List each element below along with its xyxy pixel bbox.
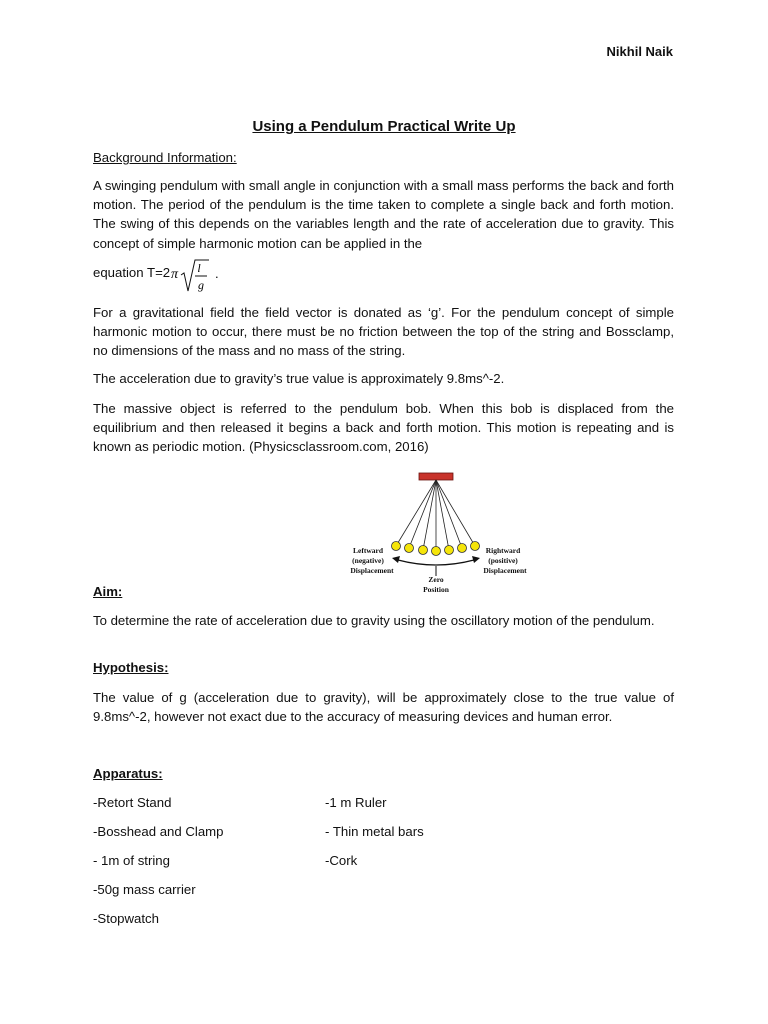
zero-position-label: Position: [423, 585, 449, 594]
background-paragraph-1: A swinging pendulum with small angle in conjunction with a small mass performs the back and forth motion. The period of the pendulum is the time taken to complete a single back and forth motion. The swing of this depends on the variables length and the rate of acceleration due to gravity. This concept of simple harmonic motion can be applied in the: [93, 178, 674, 251]
pendulum-bob: [392, 542, 401, 551]
aim-heading: Aim:: [93, 584, 123, 599]
pendulum-support: [419, 473, 453, 480]
background-paragraph-2: For a gravitational field the field vector is donated as ‘g’. For the pendulum concept of simple harmonic motion to occur, there must be no friction between the top of the string and Bossclamp, no dimensions of the mass and no mass of the string.: [93, 305, 674, 359]
apparatus-item: -1 m Ruler: [325, 795, 387, 810]
pendulum-diagram: [340, 470, 540, 605]
fraction-numerator: l: [197, 261, 201, 275]
apparatus-item: - Thin metal bars: [325, 824, 424, 839]
pendulum-bob: [419, 546, 428, 555]
background-heading: Background Information:: [93, 150, 237, 165]
apparatus-item: - 1m of string: [93, 853, 170, 868]
zero-label: Zero: [428, 575, 444, 584]
pendulum-string: [409, 480, 436, 548]
apparatus-item: -Retort Stand: [93, 795, 172, 810]
background-paragraph-4: The massive object is referred to the pendulum bob. When this bob is displaced from the equilibrium and then released it begins a back and forth motion. This motion is repeating and is known as periodic motion. (Physicsclassroom.com, 2016): [93, 401, 674, 455]
pendulum-bob: [445, 546, 454, 555]
pendulum-string: [436, 480, 462, 548]
left-arrow-head: [392, 556, 400, 563]
apparatus-item: -Stopwatch: [93, 911, 159, 926]
right-arrow-head: [472, 556, 480, 563]
rightward-label-positive: (positive): [488, 556, 518, 565]
leftward-label-displacement: Displacement: [350, 566, 394, 575]
background-paragraph-3: The acceleration due to gravity’s true value is approximately 9.8ms^-2.: [93, 371, 505, 386]
hypothesis-heading: Hypothesis:: [93, 660, 169, 675]
pendulum-bob: [471, 542, 480, 551]
hypothesis-text: The value of g (acceleration due to gravity), will be approximately close to the true value of 9.8ms^-2, however not exact due to the accuracy of measuring devices and human error.: [93, 690, 674, 725]
pendulum-bob: [405, 544, 414, 553]
pendulum-bob: [458, 544, 467, 553]
document-title: Using a Pendulum Practical Write Up: [252, 118, 516, 135]
apparatus-heading: Apparatus:: [93, 766, 163, 781]
equation-prefix: equation T=2: [93, 265, 171, 280]
swing-arc: [398, 560, 474, 565]
author-name: Nikhil Naik: [606, 44, 673, 59]
rightward-label: Rightward: [485, 546, 521, 555]
equation-suffix: .: [215, 266, 219, 281]
apparatus-item: -Cork: [325, 853, 358, 868]
pi-symbol: π: [171, 267, 179, 282]
sqrt-fraction: [171, 258, 231, 298]
leftward-label-negative: (negative): [352, 556, 384, 565]
rightward-label-displacement: Displacement: [483, 566, 527, 575]
apparatus-item: -50g mass carrier: [93, 882, 196, 897]
pendulum-bob: [432, 547, 441, 556]
apparatus-item: -Bosshead and Clamp: [93, 824, 224, 839]
pendulum-diagram-svg: [340, 470, 540, 600]
aim-text: To determine the rate of acceleration due to gravity using the oscillatory motion of the pendulum.: [93, 613, 655, 628]
leftward-label: Leftward: [353, 546, 383, 555]
fraction-denominator: g: [198, 278, 204, 292]
